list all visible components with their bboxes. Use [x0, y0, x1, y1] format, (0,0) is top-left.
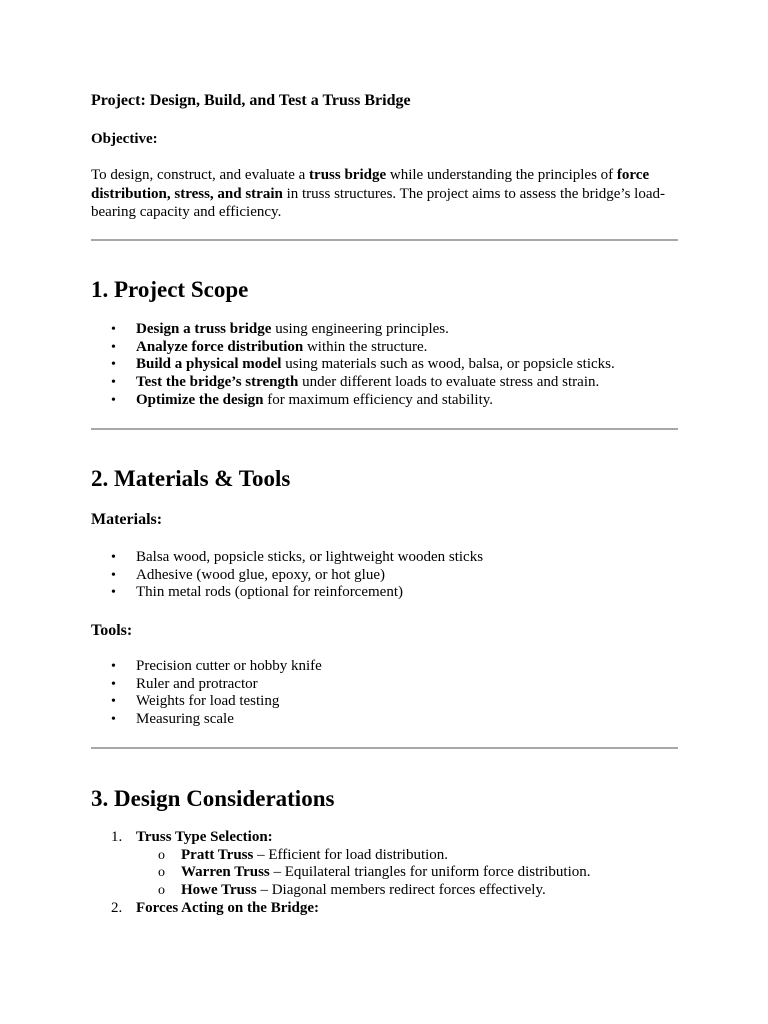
bullet-icon: • — [111, 585, 116, 601]
bullet-icon: • — [111, 322, 116, 337]
circle-bullet-icon: o — [158, 883, 165, 899]
sub-list-item — [91, 864, 591, 882]
numbered-item-label: Truss Type Selection: — [136, 829, 273, 845]
list-item — [91, 392, 615, 410]
tools-list — [91, 658, 322, 729]
divider — [91, 428, 678, 430]
bullet-icon: • — [111, 694, 116, 710]
list-item-text: Balsa wood, popsicle sticks, or lightweight wooden sticks — [136, 549, 484, 565]
design-list — [91, 829, 591, 917]
list-item-text: under different loads to evaluate stress and strain. — [298, 374, 600, 391]
bullet-icon: • — [111, 375, 116, 391]
section-heading-project-scope: 1. Project Scope — [91, 277, 249, 302]
numbered-item — [91, 829, 591, 847]
list-item — [91, 567, 483, 585]
bullet-icon: • — [111, 392, 116, 408]
list-item-text: Weights for load testing — [136, 693, 280, 710]
list-item-bold: Design a truss bridge — [136, 321, 272, 337]
sub-item-bold: Howe Truss — [181, 882, 257, 899]
list-item-bold: Test the bridge’s strength — [136, 374, 299, 391]
objective-text-1: To design, construct, and evaluate a — [91, 167, 310, 183]
sub-list-item — [91, 882, 591, 900]
list-item — [91, 374, 615, 392]
document-title: Project: Design, Build, and Test a Truss Bridge — [91, 92, 411, 109]
materials-list — [91, 549, 483, 602]
list-item-text: Measuring scale — [136, 711, 234, 728]
list-item-text: for maximum efficiency and stability. — [263, 391, 494, 408]
bullet-icon: • — [111, 567, 116, 583]
objective-label: Objective: — [91, 131, 158, 147]
list-item — [91, 584, 483, 602]
sub-item-text: – Equilateral triangles for uniform force distribution. — [269, 864, 591, 881]
objective-paragraph — [91, 166, 678, 222]
section-heading-materials-tools: 2. Materials & Tools — [91, 466, 291, 491]
bullet-icon: • — [111, 659, 116, 674]
sub-item-bold: Pratt Truss — [181, 846, 254, 863]
list-item-text: using engineering principles. — [271, 321, 449, 337]
item-number: 1. — [111, 829, 123, 845]
list-item — [91, 658, 322, 676]
circle-bullet-icon: o — [158, 847, 165, 863]
circle-bullet-icon: o — [158, 865, 165, 881]
objective-bold-2: force distribution, stress, and strain — [91, 167, 650, 202]
list-item-text: Thin metal rods (optional for reinforcement) — [136, 584, 403, 601]
objective-text-2: while understanding the principles of — [386, 167, 617, 183]
list-item-bold: Optimize the design — [136, 391, 264, 408]
sub-item-text: – Diagonal members redirect forces effectively. — [256, 882, 546, 899]
bullet-icon: • — [111, 550, 116, 565]
divider — [91, 747, 678, 749]
scope-list — [91, 321, 615, 409]
list-item — [91, 549, 483, 567]
list-item — [91, 676, 322, 694]
section-heading-design-considerations: 3. Design Considerations — [91, 786, 335, 811]
list-item — [91, 693, 322, 711]
bullet-icon: • — [111, 339, 116, 355]
sub-item-bold: Warren Truss — [181, 864, 270, 881]
list-item — [91, 356, 615, 374]
bullet-icon: • — [111, 712, 116, 728]
list-item-bold: Analyze force distribution — [136, 338, 304, 355]
objective-text-3: in truss structures. The project aims to assess the bridge’s load-bearing capacity and efficiency. — [91, 185, 665, 220]
numbered-item — [91, 900, 591, 918]
materials-label: Materials: — [91, 511, 163, 528]
list-item-text: Adhesive (wood glue, epoxy, or hot glue) — [136, 566, 385, 583]
bullet-icon: • — [111, 676, 116, 692]
list-item — [91, 711, 322, 729]
list-item — [91, 339, 615, 357]
sub-list-item — [91, 847, 591, 865]
tools-label: Tools: — [91, 622, 133, 639]
objective-bold-1: truss bridge — [309, 167, 387, 183]
item-number: 2. — [111, 899, 123, 916]
list-item-bold: Build a physical model — [136, 356, 282, 373]
list-item-text: using materials such as wood, balsa, or popsicle sticks. — [281, 356, 615, 373]
list-item-text: within the structure. — [303, 338, 428, 355]
bullet-icon: • — [111, 357, 116, 373]
numbered-item-label: Forces Acting on the Bridge: — [136, 899, 320, 916]
divider — [91, 239, 678, 241]
list-item-text: Ruler and protractor — [136, 675, 258, 692]
list-item-text: Precision cutter or hobby knife — [136, 658, 322, 674]
sub-item-text: – Efficient for load distribution. — [253, 846, 449, 863]
list-item — [91, 321, 615, 339]
